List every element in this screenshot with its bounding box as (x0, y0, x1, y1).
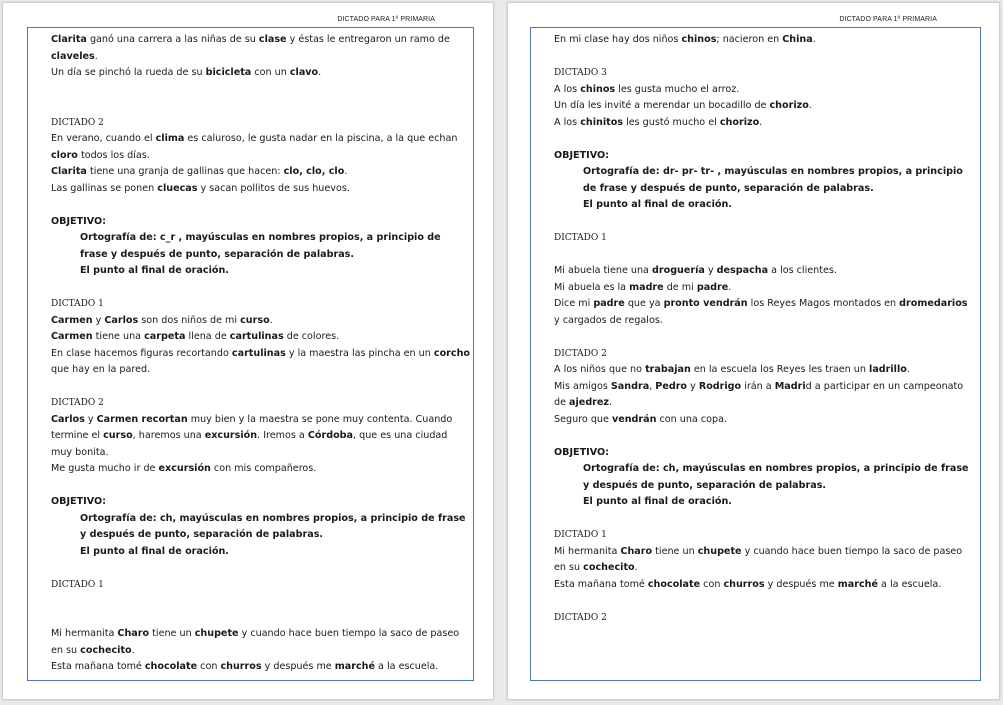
text-run: con un (251, 67, 290, 78)
text-run: A los (554, 83, 581, 95)
text-run: son dos niños de mi (138, 314, 241, 326)
text-run: tiene un (149, 628, 195, 639)
objetivo-heading: OBJETIVO: (51, 496, 106, 507)
page-content (51, 32, 471, 676)
text-line (554, 560, 970, 577)
text-run: Esta mañana tomé (51, 661, 145, 672)
text-run: y (92, 314, 105, 326)
bold-word: Clarita (51, 166, 87, 177)
bold-word: clase (258, 34, 287, 45)
objetivo-line: Ortografía de: ch, mayúsculas en nombres propios, a principio de frase (583, 463, 969, 474)
page-header: DICTADO PARA 1º PRIMARIA (839, 16, 937, 23)
text-run: y (84, 413, 97, 425)
blank-line (51, 82, 463, 99)
text-run: y la maestra las pincha en un (285, 347, 434, 359)
text-line (51, 428, 463, 445)
bold-word: Madri (774, 380, 806, 392)
text-line (554, 577, 970, 594)
bold-word: Carlos (104, 314, 139, 326)
bold-word: padre (696, 281, 729, 293)
bold-word: cartulinas (231, 347, 286, 359)
bold-word: chocolate (647, 578, 701, 590)
text-run: de (554, 397, 570, 408)
dictado-heading: DICTADO 3 (554, 68, 607, 78)
bold-word: China (782, 34, 813, 45)
bold-word: bicicleta (205, 67, 252, 78)
text-run: y cuando hace buen tiempo la saco de paseo (238, 628, 460, 639)
dictado-heading: DICTADO 2 (51, 398, 104, 408)
bold-word: Carmen recortan (96, 413, 188, 425)
text-line (51, 131, 463, 148)
bold-word: corcho (433, 347, 471, 359)
dictado-heading: DICTADO 2 (51, 117, 104, 128)
bold-word: churros (723, 578, 765, 590)
text-run: . (609, 397, 613, 408)
objetivo-line: El punto al final de oración. (80, 545, 229, 557)
objetivo-line: y después de punto, separación de palabras. (80, 529, 324, 540)
text-run: ; nacieron en (716, 34, 783, 45)
text-run: Me gusta mucho ir de (51, 463, 159, 474)
bold-word: churros (220, 661, 262, 672)
text-run: Mi abuela tiene una (554, 265, 652, 276)
bold-word: clima (155, 133, 185, 144)
document-page-right (507, 2, 1000, 700)
text-line (554, 296, 970, 313)
objetivo-line: y después de punto, separación de palabras. (583, 479, 827, 491)
bold-word: excursión (204, 430, 258, 441)
text-run: , (649, 380, 656, 392)
bold-word: marché (334, 661, 375, 672)
text-line (554, 362, 970, 379)
text-run: . (728, 281, 732, 293)
bold-word: pronto vendrán (663, 298, 748, 309)
text-run: . (812, 34, 816, 45)
text-line (51, 329, 463, 346)
bold-word: Carmen (51, 314, 93, 326)
bold-word: droguería (652, 265, 705, 276)
blank-line (554, 511, 970, 528)
bold-word: Carlos (51, 413, 85, 425)
document-page-left (2, 2, 494, 700)
bold-word: ajedrez (569, 397, 610, 408)
bold-word: trabajan (645, 364, 691, 375)
bold-word: chinos (681, 34, 717, 45)
text-run: todos los días. (77, 149, 150, 161)
bold-word: clavo (289, 67, 319, 78)
text-run: En clase hacemos figuras recortando (51, 347, 232, 359)
bold-word: Charo (117, 628, 150, 639)
text-run: con mis compañeros. (210, 463, 317, 474)
text-run: que ya (624, 298, 664, 309)
text-line (51, 659, 463, 676)
blank-line (554, 428, 970, 445)
objetivo-line: El punto al final de oración. (80, 265, 229, 276)
dictado-heading: DICTADO 1 (51, 579, 104, 590)
dictado-heading: DICTADO 1 (554, 233, 607, 243)
text-run: con (197, 661, 221, 672)
bold-word: clo, clo, clo (283, 166, 345, 177)
bold-word: cartulinas (229, 331, 284, 342)
objetivo-line: El punto al final de oración. (583, 496, 732, 507)
text-run: y después me (261, 661, 335, 672)
text-line (51, 643, 463, 660)
bold-word: marché (837, 578, 878, 590)
objetivo-line: Ortografía de: ch, mayúsculas en nombres propios, a principio de frase (80, 512, 466, 524)
text-run: . (94, 50, 98, 62)
text-run: les gusta mucho el arroz. (615, 83, 740, 95)
bold-word: cloro (51, 149, 78, 161)
bold-word: chocolate (144, 661, 198, 672)
text-line (554, 544, 970, 561)
text-run: Un día se pinchó la rueda de su (51, 67, 206, 78)
text-run: , que es una ciudad (353, 430, 448, 441)
text-run: d a participar en un campeonato (805, 380, 964, 392)
text-run: y sacan pollitos de sus huevos. (197, 182, 350, 194)
text-run: . (906, 364, 910, 375)
text-run: y cuando hace buen tiempo la saco de paseo (741, 545, 963, 557)
blank-line (554, 593, 970, 610)
blank-line (554, 49, 970, 66)
objetivo-heading: OBJETIVO: (554, 446, 609, 458)
dictado-heading: DICTADO 2 (554, 348, 607, 359)
text-line (554, 32, 970, 49)
text-run: Mi hermanita (51, 628, 118, 639)
blank-line (51, 610, 463, 627)
text-run: y (704, 265, 717, 276)
text-run: en la escuela los Reyes les traen un (690, 364, 870, 375)
objetivo-heading: OBJETIVO: (554, 149, 609, 161)
bold-word: excursión (158, 463, 211, 474)
text-run: es caluroso, le gusta nadar en la piscina, a la que echan (184, 133, 458, 144)
text-run: en su (554, 562, 584, 573)
text-line (51, 445, 463, 462)
bold-word: Córdoba (307, 430, 354, 441)
bold-word: Pedro (655, 380, 688, 392)
text-line (51, 49, 463, 66)
bold-word: padre (593, 298, 625, 309)
text-run: con (700, 578, 724, 590)
text-run: Mis amigos (554, 380, 611, 392)
text-run: de colores. (283, 331, 340, 342)
text-line (51, 412, 463, 429)
text-line (51, 626, 463, 643)
text-run: a la escuela. (878, 578, 942, 590)
blank-line (554, 214, 970, 231)
bold-word: cluecas (157, 182, 198, 194)
bold-word: Rodrigo (698, 380, 742, 392)
text-run: Dice mi (554, 298, 594, 309)
bold-word: curso (240, 314, 270, 326)
blank-line (51, 593, 463, 610)
text-line (51, 65, 463, 82)
text-line (554, 98, 970, 115)
blank-line (554, 329, 970, 346)
text-line (554, 313, 970, 330)
text-run: a la escuela. (375, 661, 439, 672)
bold-word: Carmen (51, 331, 93, 342)
objetivo-line: Ortografía de: c_r , mayúsculas en nombres propios, a principio de (80, 232, 441, 243)
text-run: Seguro que (554, 413, 612, 425)
bold-word: carpeta (144, 331, 186, 342)
text-run: . (634, 562, 638, 573)
text-run: de mi (663, 281, 697, 293)
text-line (51, 164, 463, 181)
bold-word: chupete (697, 545, 742, 557)
text-run: En mi clase hay dos niños (554, 34, 682, 45)
text-run: A los niños que no (554, 364, 646, 375)
text-run: que hay en la pared. (51, 364, 151, 375)
objetivo-line: El punto al final de oración. (583, 199, 732, 210)
text-run: a los clientes. (768, 265, 837, 276)
text-run: Las gallinas se ponen (51, 182, 158, 194)
text-run: . (269, 314, 273, 326)
bold-word: chinitos (580, 116, 624, 128)
blank-line (51, 560, 463, 577)
text-run: . (344, 166, 348, 177)
text-run: . Iremos a (257, 430, 308, 441)
page-frame (530, 27, 981, 681)
text-run: ganó una carrera a las niñas de su (86, 34, 259, 45)
bold-word: curso (103, 430, 133, 441)
blank-line (51, 98, 463, 115)
bold-word: vendrán (611, 413, 657, 425)
dictado-heading: DICTADO 1 (51, 299, 104, 309)
text-run: con una copa. (656, 413, 728, 425)
blank-line (51, 379, 463, 396)
text-run: en su (51, 644, 81, 656)
text-run: . (131, 644, 135, 656)
text-run: En verano, cuando el (51, 133, 156, 144)
text-line (554, 82, 970, 99)
text-line (51, 32, 463, 49)
text-run: llena de (185, 331, 230, 342)
bold-word: Clarita (51, 34, 87, 45)
bold-word: chupete (194, 628, 239, 639)
dictado-heading: DICTADO 2 (554, 612, 607, 623)
text-line (51, 346, 471, 363)
text-line (51, 461, 463, 478)
blank-line (554, 131, 970, 148)
text-run: y (687, 380, 699, 392)
text-line (554, 115, 970, 132)
text-run: muy bonita. (51, 446, 109, 458)
blank-line (51, 197, 463, 214)
bold-word: chorizo (769, 100, 809, 111)
bold-word: Charo (620, 545, 653, 557)
text-line (51, 313, 463, 330)
text-line (554, 395, 970, 412)
blank-line (51, 478, 463, 495)
text-run: . (318, 67, 322, 78)
text-line (51, 181, 463, 198)
text-run: Un día les invité a merendar un bocadillo de (554, 100, 770, 111)
text-run: y después me (764, 578, 838, 590)
text-run: Esta mañana tomé (554, 578, 648, 590)
bold-word: claveles (51, 50, 95, 62)
blank-line (554, 247, 970, 264)
text-line (554, 412, 970, 429)
text-run: tiene un (652, 545, 698, 557)
objetivo-heading: OBJETIVO: (51, 215, 106, 227)
dictado-heading: DICTADO 1 (554, 530, 607, 540)
text-run: . (759, 116, 763, 128)
page-content (554, 32, 970, 626)
bold-word: dromedarios (899, 298, 968, 309)
text-run: termine el (51, 430, 104, 441)
text-run: tiene una (92, 331, 145, 342)
text-run: y cargados de regalos. (554, 314, 663, 326)
blank-line (51, 280, 463, 297)
text-line (554, 379, 970, 396)
bold-word: despacha (716, 265, 769, 276)
page-header: DICTADO PARA 1º PRIMARIA (337, 16, 435, 23)
objetivo-line: frase y después de punto, separación de palabras. (80, 248, 355, 260)
text-line (51, 148, 463, 165)
bold-word: chinos (580, 83, 616, 95)
text-run: tiene una granja de gallinas que hacen: (86, 166, 284, 177)
text-run: , haremos una (132, 430, 205, 441)
bold-word: Sandra (610, 380, 650, 392)
text-line (554, 263, 970, 280)
text-line (51, 362, 463, 379)
bold-word: cochecito (583, 562, 635, 573)
bold-word: madre (629, 281, 664, 293)
text-run: les gustó mucho el (623, 116, 720, 128)
text-run: irán a (741, 380, 775, 392)
bold-word: cochecito (80, 644, 132, 656)
objetivo-line: de frase y después de punto, separación de palabras. (583, 182, 874, 194)
text-run: y éstas le entregaron un ramo de (286, 34, 450, 45)
text-run: A los (554, 116, 581, 128)
page-frame (27, 27, 474, 681)
text-run: muy bien y la maestra se pone muy contenta. Cuando (187, 413, 453, 425)
text-run: los Reyes Magos montados en (747, 298, 900, 309)
text-run: Mi hermanita (554, 545, 621, 557)
text-line (554, 280, 970, 297)
text-run: . (808, 100, 812, 111)
bold-word: ladrillo (869, 364, 907, 375)
text-run: Mi abuela es la (554, 281, 630, 293)
bold-word: chorizo (719, 116, 760, 128)
objetivo-line: Ortografía de: dr- pr- tr- , mayúsculas en nombres propios, a principio (583, 166, 963, 177)
